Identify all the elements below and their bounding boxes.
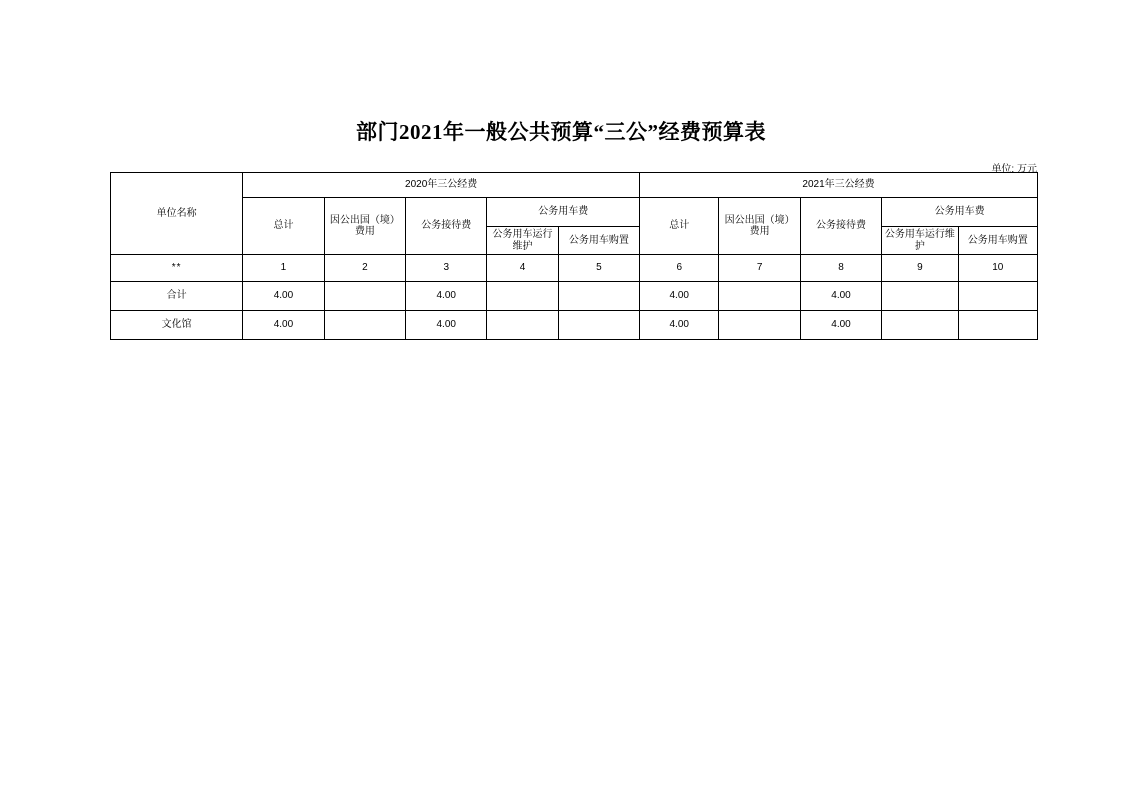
number-col-1: 1: [243, 255, 324, 282]
number-row-unit: **: [111, 255, 243, 282]
table-row: [111, 282, 1038, 311]
number-col-3: 3: [406, 255, 487, 282]
header-2021-abroad: 因公出国（境）费用: [719, 198, 800, 255]
row-cell-8: 4.00: [800, 282, 881, 311]
row-cell-8: 4.00: [800, 311, 881, 340]
row-cell-9: [882, 282, 958, 311]
header-2020-abroad: 因公出国（境）费用: [324, 198, 405, 255]
row-cell-7: [719, 282, 800, 311]
number-col-10: 10: [958, 255, 1037, 282]
table-number-row: [111, 255, 1038, 282]
row-cell-10: [958, 282, 1037, 311]
row-cell-4: [487, 311, 558, 340]
row-cell-6: 4.00: [640, 311, 719, 340]
row-cell-6: 4.00: [640, 282, 719, 311]
row-cell-5: [558, 311, 639, 340]
row-unit-name: 文化馆: [111, 311, 243, 340]
row-cell-3: 4.00: [406, 282, 487, 311]
header-2020-vehicle: 公务用车费: [487, 198, 640, 227]
row-cell-2: [324, 282, 405, 311]
row-cell-10: [958, 311, 1037, 340]
header-2020-reception: 公务接待费: [406, 198, 487, 255]
header-group-2020: 2020年三公经费: [243, 173, 640, 198]
row-cell-4: [487, 282, 558, 311]
table-header-row-2: [111, 198, 1038, 227]
header-group-2021: 2021年三公经费: [640, 173, 1038, 198]
row-cell-1: 4.00: [243, 311, 324, 340]
row-cell-2: [324, 311, 405, 340]
number-col-5: 5: [558, 255, 639, 282]
row-cell-1: 4.00: [243, 282, 324, 311]
header-unit-name: 单位名称: [111, 173, 243, 255]
row-cell-9: [882, 311, 958, 340]
row-cell-5: [558, 282, 639, 311]
number-col-8: 8: [800, 255, 881, 282]
unit-note: 单位: 万元: [991, 164, 1037, 175]
number-col-4: 4: [487, 255, 558, 282]
number-col-6: 6: [640, 255, 719, 282]
header-2020-total: 总计: [243, 198, 324, 255]
header-2021-total: 总计: [640, 198, 719, 255]
header-2020-vehicle-purchase: 公务用车购置: [558, 227, 639, 255]
number-col-7: 7: [719, 255, 800, 282]
header-2021-vehicle-purchase: 公务用车购置: [958, 227, 1037, 255]
page-title: 部门2021年一般公共预算“三公”经费预算表: [356, 120, 766, 144]
row-cell-3: 4.00: [406, 311, 487, 340]
budget-table: [110, 172, 1038, 340]
header-2021-vehicle-operation: 公务用车运行维护: [882, 227, 958, 255]
table-row: [111, 311, 1038, 340]
header-2020-vehicle-operation: 公务用车运行维护: [487, 227, 558, 255]
header-2021-vehicle: 公务用车费: [882, 198, 1038, 227]
header-2021-reception: 公务接待费: [800, 198, 881, 255]
number-col-2: 2: [324, 255, 405, 282]
number-col-9: 9: [882, 255, 958, 282]
table-header-row-1: [111, 173, 1038, 198]
row-cell-7: [719, 311, 800, 340]
row-unit-name: 合计: [111, 282, 243, 311]
